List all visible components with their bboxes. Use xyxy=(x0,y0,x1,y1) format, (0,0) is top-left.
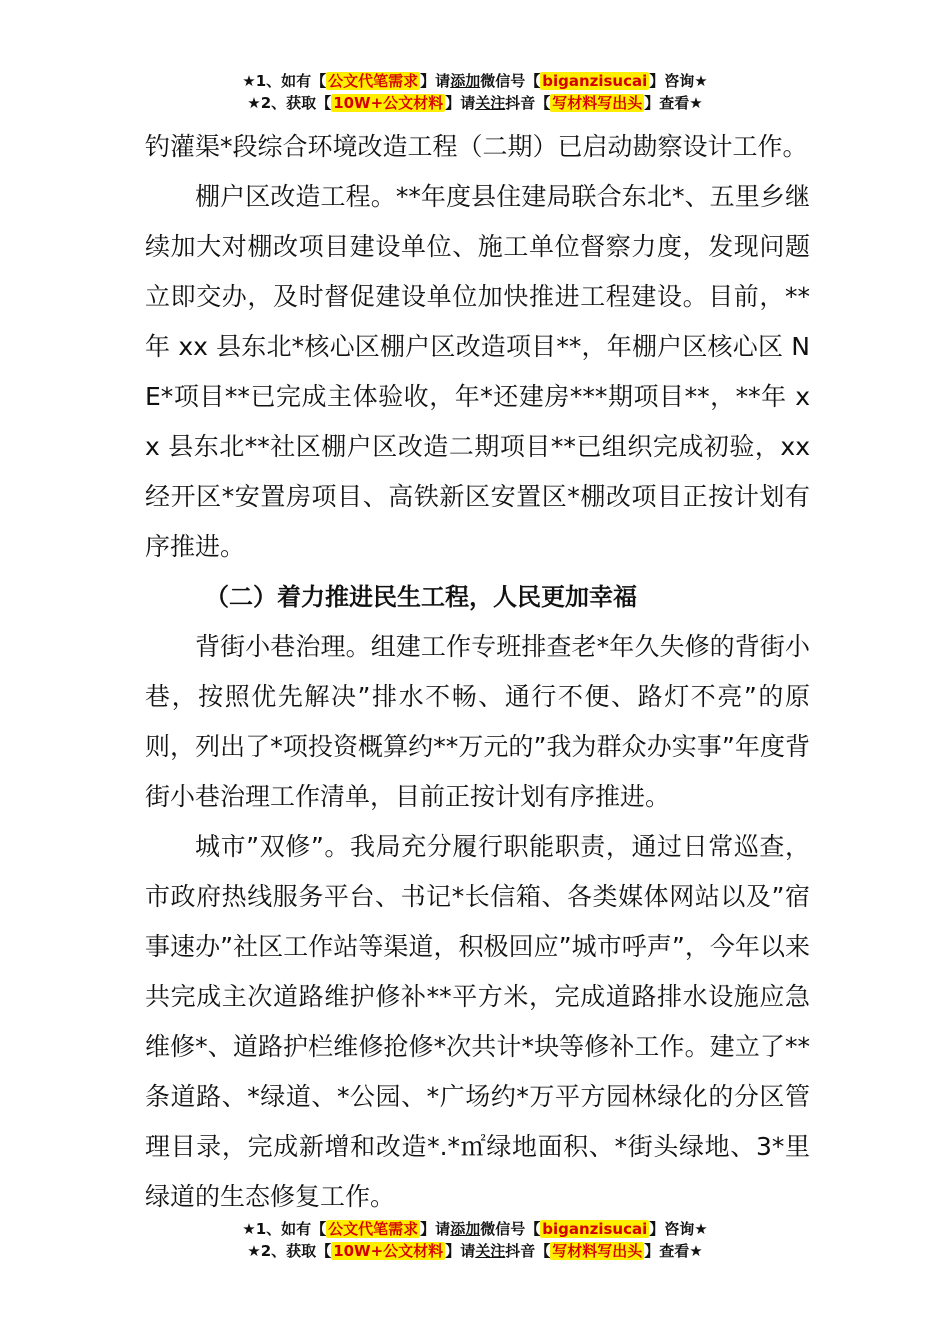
banner-text: 】查看★ xyxy=(644,94,703,112)
banner-text: 】请 xyxy=(445,1242,476,1260)
banner-line-2 xyxy=(0,1240,950,1262)
banner-text: 】请 xyxy=(420,1220,451,1238)
banner-underline: 关注 xyxy=(475,1242,506,1260)
banner-highlight: 公文代笔需求 xyxy=(328,72,419,90)
banner-underline: 关注 xyxy=(475,94,506,112)
banner-text: 】咨询★ xyxy=(649,72,708,90)
document-body xyxy=(145,122,810,1222)
banner-text: 抖音【 xyxy=(505,94,551,112)
paragraph-city-repair: 城市”双修”。我局充分履行职能职责，通过日常巡查，市政府热线服务平台、书记*长信箱、各类媒体网站以及”宿事速办”社区工作站等渠道，积极回应”城市呼声”，今年以来共完成主次道路维护修补**平方米，完成道路排水设施应急维修*、道路护栏维修抢修*次共计*块等修补工作。建立了**条道路、*绿道、*公园、*广场约*万平方园林绿化的分区管理目录，完成新增和改造*.*㎡绿地面积、*街头绿地、3*里绿道的生态修复工作。 xyxy=(145,832,810,1211)
banner-highlight: biganzisucai xyxy=(542,1220,648,1238)
banner-text: ★1、如有【 xyxy=(242,72,327,90)
footer-banner xyxy=(0,1218,950,1262)
banner-underline: 添加 xyxy=(450,1220,481,1238)
banner-highlight: 公文代笔需求 xyxy=(328,1220,419,1238)
banner-highlight: 写材料写出头 xyxy=(552,94,643,112)
banner-highlight: 10W+公文材料 xyxy=(333,94,444,112)
banner-text: 】请 xyxy=(445,94,476,112)
banner-line-1 xyxy=(0,70,950,92)
banner-text: 抖音【 xyxy=(505,1242,551,1260)
paragraph-backstreet: 背街小巷治理。组建工作专班排查老*年久失修的背街小巷，按照优先解决”排水不畅、通行不便、路灯不亮”的原则，列出了*项投资概算约**万元的”我为群众办实事”年度背街小巷治理工作清单，目前正按计划有序推进。 xyxy=(145,632,810,811)
banner-highlight: biganzisucai xyxy=(542,72,648,90)
banner-line-2 xyxy=(0,92,950,114)
banner-highlight: 10W+公文材料 xyxy=(333,1242,444,1260)
banner-text: ★1、如有【 xyxy=(242,1220,327,1238)
paragraph-continuation: 钓灌渠*段综合环境改造工程（二期）已启动勘察设计工作。 xyxy=(145,132,808,161)
banner-text: 】查看★ xyxy=(644,1242,703,1260)
banner-text: 】请 xyxy=(420,72,451,90)
section-heading: （二）着力推进民生工程，人民更加幸福 xyxy=(205,583,637,611)
banner-text: 微信号【 xyxy=(480,1220,541,1238)
paragraph-shantytown: 棚户区改造工程。**年度县住建局联合东北*、五里乡继续加大对棚改项目建设单位、施工单位督察力度，发现问题立即交办，及时督促建设单位加快推进工程建设。目前，**年 xx 县东北*核心区棚户区改造项目**，年棚户区核心区 NE*项目**已完成主体验收，年*还建房***期项目**，**年 xx 县东北**社区棚户区改造二期项目**已组织完成初验，xx 经开区*安置房项目、高铁新区安置区*棚改项目正按计划有序推进。 xyxy=(145,182,810,561)
banner-highlight: 写材料写出头 xyxy=(552,1242,643,1260)
banner-underline: 添加 xyxy=(450,72,481,90)
header-banner xyxy=(0,70,950,114)
banner-text: 微信号【 xyxy=(480,72,541,90)
banner-text: ★2、获取【 xyxy=(247,1242,332,1260)
banner-line-1 xyxy=(0,1218,950,1240)
banner-text: 】咨询★ xyxy=(649,1220,708,1238)
banner-text: ★2、获取【 xyxy=(247,94,332,112)
